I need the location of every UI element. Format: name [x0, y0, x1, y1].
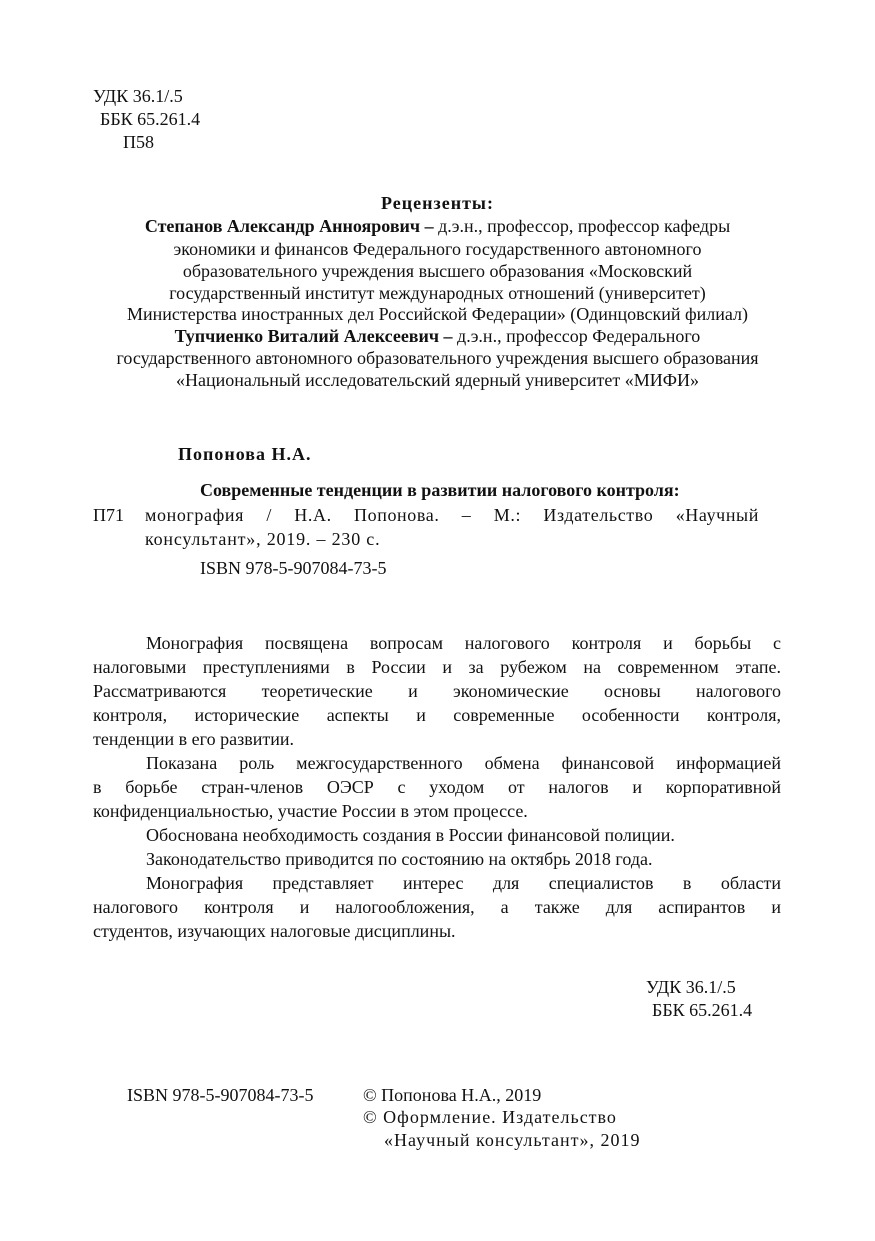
author-mark: П58	[123, 132, 154, 152]
copyright-design: © Оформление. Издательство	[363, 1107, 617, 1127]
reviewer-line: Тупчиенко Виталий Алексеевич – д.э.н., профессор Федерального	[174, 326, 701, 346]
abstract-line: Показана роль межгосударственного обмена финансовой информацией	[146, 753, 781, 773]
reviewer-line: «Национальный исследовательский ядерный университет «МИФИ»	[176, 370, 699, 390]
catalog-line: консультант», 2019. – 230 с.	[145, 529, 381, 549]
reviewer-line: образовательного учреждения высшего образования «Московский	[182, 261, 693, 281]
reviewer-name: Степанов Александр Анноярович –	[144, 216, 434, 236]
copyright-publisher: «Научный консультант», 2019	[384, 1130, 641, 1150]
bbk-code-bottom: ББК 65.261.4	[652, 1000, 753, 1020]
abstract-line: Монография посвящена вопросам налогового контроля и борьбы с	[146, 633, 781, 653]
catalog-isbn: ISBN 978-5-907084-73-5	[200, 558, 387, 578]
catalog-line: монография / Н.А. Попонова. – М.: Издательство «Научный	[145, 505, 759, 525]
isbn-bottom: ISBN 978-5-907084-73-5	[127, 1085, 314, 1105]
abstract-line: в борьбе стран-членов ОЭСР с уходом от налогов и корпоративной	[93, 777, 781, 797]
abstract-line: Законодательство приводится по состоянию на октябрь 2018 года.	[146, 849, 653, 869]
abstract-line: конфиденциальностью, участие России в этом процессе.	[93, 801, 528, 821]
abstract-line: Монография представляет интерес для специалистов в области	[146, 873, 781, 893]
reviewer-line: Степанов Александр Анноярович – д.э.н., профессор, профессор кафедры	[144, 216, 731, 236]
reviewer-line: экономики и финансов Федерального государственного автономного	[173, 239, 702, 259]
abstract-line: налогового контроля и налогообложения, а также для аспирантов и	[93, 897, 781, 917]
reviewer-name: Тупчиенко Виталий Алексеевич –	[174, 326, 453, 346]
catalog-code: П71	[93, 505, 124, 525]
udk-code: УДК 36.1/.5	[93, 86, 183, 106]
abstract-line: студентов, изучающих налоговые дисциплины.	[93, 921, 456, 941]
copyright-author: © Попонова Н.А., 2019	[363, 1085, 542, 1105]
abstract-line: налоговыми преступлениями в России и за рубежом на современном этапе.	[93, 657, 781, 677]
abstract-line: Рассматриваются теоретические и экономические основы налогового	[93, 681, 781, 701]
udk-code-bottom: УДК 36.1/.5	[646, 977, 736, 997]
abstract-line: контроля, исторические аспекты и современные особенности контроля,	[93, 705, 781, 725]
bbk-code: ББК 65.261.4	[100, 109, 201, 129]
reviewer-line: Министерства иностранных дел Российской Федерации» (Одинцовский филиал)	[126, 304, 749, 324]
abstract-line: тенденции в его развитии.	[93, 729, 294, 749]
reviewers-heading: Рецензенты:	[381, 193, 494, 213]
reviewer-line: государственного автономного образовательного учреждения высшего образования	[116, 348, 759, 368]
catalog-author: Попонова Н.А.	[178, 444, 312, 464]
catalog-title: Современные тенденции в развитии налогового контроля:	[200, 480, 680, 500]
abstract-line: Обоснована необходимость создания в России финансовой полиции.	[146, 825, 675, 845]
reviewer-line: государственный институт международных отношений (университет)	[169, 283, 706, 303]
